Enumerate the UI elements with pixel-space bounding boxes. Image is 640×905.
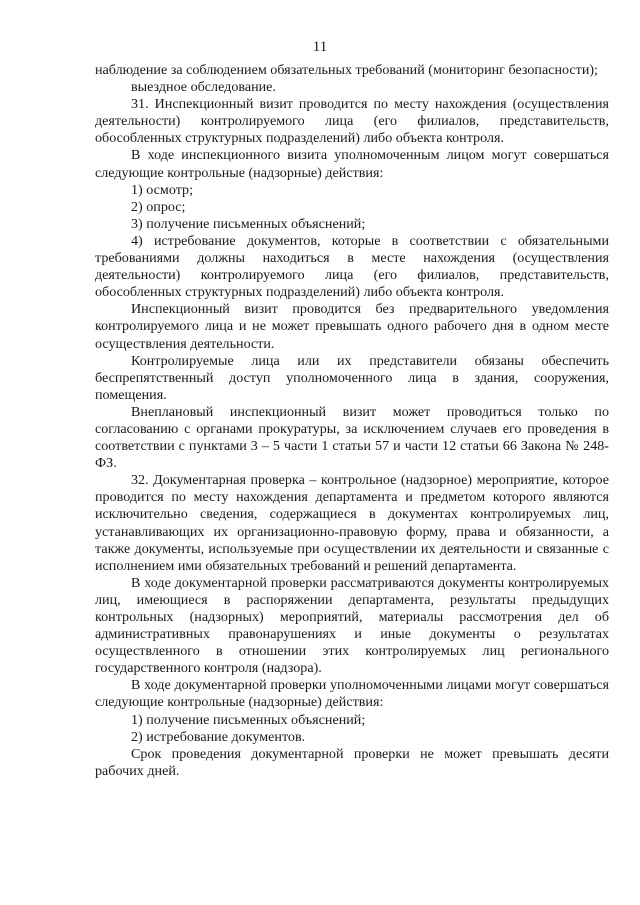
page-number: 11	[312, 39, 328, 55]
paragraph: В ходе документарной проверки рассматриваются документы контролируемых лиц, имеющиеся в распоряжении департамента, результаты предыдущих контрольных (надзорных) мероприятий, материалы рассмотрения дел об административных правонарушениях и иные документы о результатах осуществленного в отношении этих контролируемых лиц регионального государственного контроля (надзора).	[95, 574, 609, 677]
paragraph: Срок проведения документарной проверки не может превышать десяти рабочих дней.	[95, 745, 609, 779]
paragraph: В ходе инспекционного визита уполномоченным лицом могут совершаться следующие контрольные (надзорные) действия:	[95, 147, 609, 181]
paragraph: выездное обследование.	[131, 79, 276, 96]
paragraph: Контролируемые лица или их представители обязаны обеспечить беспрепятственный доступ уполномоченного лица в здания, сооружения, помещения.	[95, 352, 609, 403]
paragraph: В ходе документарной проверки уполномоченными лицами могут совершаться следующие контрольные (надзорные) действия:	[95, 677, 609, 711]
paragraph: Внеплановый инспекционный визит может проводиться только по согласованию с органами прокуратуры, за исключением случаев его проведения в соответствии с пунктами 3 – 5 части 1 статьи 57 и части 12 статьи 66 Закона № 248-ФЗ.	[95, 403, 609, 472]
paragraph: Инспекционный визит проводится без предварительного уведомления контролируемого лица и не может превышать одного рабочего дня в одном месте осуществления деятельности.	[95, 301, 609, 352]
list-item: 2) истребование документов.	[131, 728, 306, 745]
document-body	[95, 62, 609, 780]
list-item: 1) получение письменных объяснений;	[131, 711, 366, 728]
list-item: 1) осмотр;	[131, 181, 193, 198]
paragraph: 32. Документарная проверка – контрольное (надзорное) мероприятие, которое проводится по месту нахождения департамента и предметом которого являются исключительно сведения, содержащиеся в документах контролируемых лиц, устанавливающих их организационно-правовую форму, права и обязанности, а также документы, используемые при осуществлении их деятельности и связанные с исполнением ими обязательных требований и решений департамента.	[95, 472, 609, 574]
paragraph: 31. Инспекционный визит проводится по месту нахождения (осуществления деятельности) контролируемого лица (его филиалов, представительств, обособленных структурных подразделений) либо объекта контроля.	[95, 96, 609, 147]
list-item: 3) получение письменных объяснений;	[131, 215, 366, 232]
paragraph: наблюдение за соблюдением обязательных требований (мониторинг безопасности);	[95, 62, 598, 78]
list-item: 4) истребование документов, которые в соответствии с обязательными требованиями должны находиться в месте нахождения (осуществления деятельности) контролируемого лица (его филиалов, представительств, обособленных структурных подразделений) либо объекта контроля.	[95, 232, 609, 301]
list-item: 2) опрос;	[131, 198, 186, 215]
